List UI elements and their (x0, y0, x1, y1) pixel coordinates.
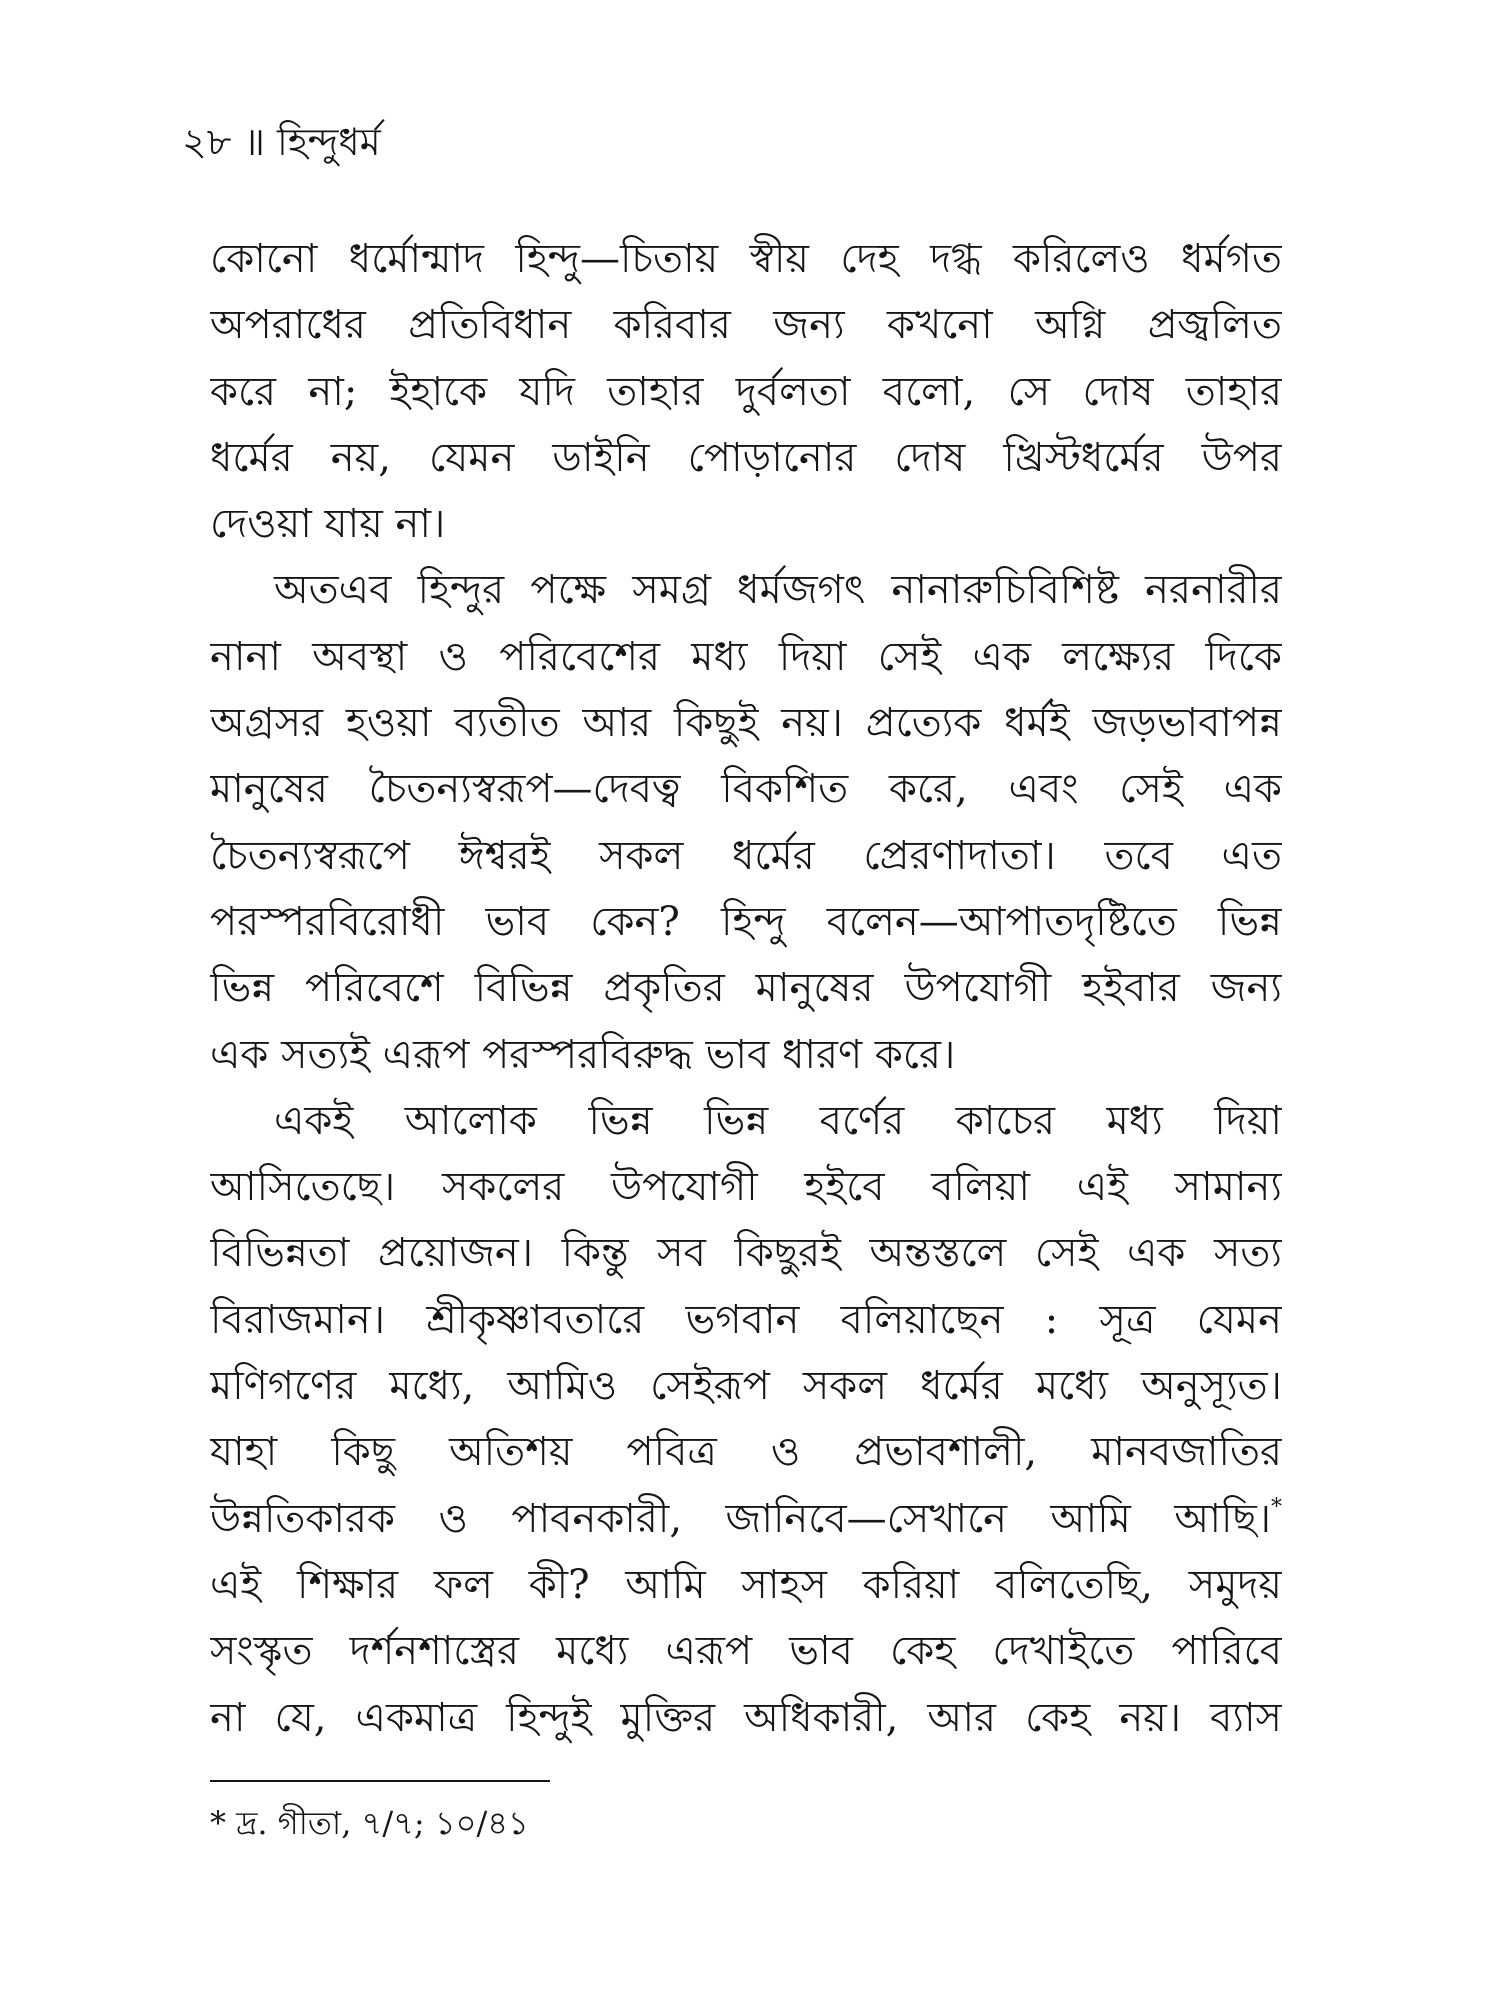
text-line: যাহা কিছু অতিশয় পবিত্র ও প্রভাবশালী, মানবজাতির (210, 1429, 1282, 1476)
text-line: পরস্পরবিরোধী ভাব কেন? হিন্দু বলেন—আপাতদৃষ্টিতে ভিন্ন (210, 898, 1282, 945)
text-line: বিরাজমান। শ্রীকৃষ্ণাবতারে ভগবান বলিয়াছেন : সূত্র যেমন (210, 1296, 1282, 1343)
running-head: ২৮ ॥ হিন্দুধর্ম (182, 120, 381, 164)
footnote-marker: * (1271, 1494, 1282, 1520)
text-line: মানুষের চৈতন্যস্বরূপ—দেবত্ব বিকশিত করে, এবং সেই এক (210, 766, 1282, 813)
text-line: অতএব হিন্দুর পক্ষে সমগ্র ধর্মজগৎ নানারুচিবিশিষ্ট নরনারীর (274, 567, 1282, 614)
text-line: কোনো ধর্মোন্মাদ হিন্দু—চিতায় স্বীয় দেহ দগ্ধ করিলেও ধর্মগত (210, 236, 1282, 282)
paragraph-2 (210, 557, 1282, 1087)
text-line-with-footnote (210, 1486, 1282, 1552)
text-line: করে না; ইহাকে যদি তাহার দুর্বলতা বলো, সে দোষ তাহার (210, 368, 1282, 415)
text-line: এক সত্যই এরূপ পরস্পরবিরুদ্ধ ভাব ধারণ করে। (210, 1031, 956, 1078)
text-line: নানা অবস্থা ও পরিবেশের মধ্য দিয়া সেই এক লক্ষ্যের দিকে (210, 633, 1282, 680)
footnote: * দ্র. গীতা, ৭/৭; ১০/৪১ (210, 1804, 529, 1842)
text-line: একই আলোক ভিন্ন ভিন্ন বর্ণের কাচের মধ্য দিয়া (274, 1097, 1282, 1144)
text-line: ভিন্ন পরিবেশে বিভিন্ন প্রকৃতির মানুষের উপযোগী হইবার জন্য (210, 965, 1282, 1012)
footnote-divider (210, 1780, 550, 1782)
text-line: আসিতেছে। সকলের উপযোগী হইবে বলিয়া এই সামান্য (210, 1164, 1282, 1211)
text-line: এই শিক্ষার ফল কী? আমি সাহস করিয়া বলিতেছি, সমুদয় (210, 1561, 1282, 1608)
text-line: ধর্মের নয়, যেমন ডাইনি পোড়ানোর দোষ খ্রিস্টধর্মের উপর (210, 434, 1282, 481)
text-line: বিভিন্নতা প্রয়োজন। কিন্তু সব কিছুরই অন্তস্তলে সেই এক সত্য (210, 1230, 1282, 1277)
text-line-content: উন্নতিকারক ও পাবনকারী, জানিবে—সেখানে আমি আছি। (210, 1495, 1271, 1542)
text-line: মণিগণের মধ্যে, আমিও সেইরূপ সকল ধর্মের মধ্যে অনুস্যূত। (210, 1363, 1282, 1410)
text-line: অপরাধের প্রতিবিধান করিবার জন্য কখনো অগ্নি প্রজ্বলিত (210, 302, 1282, 349)
text-line: দেওয়া যায় না। (210, 501, 446, 548)
body-text (210, 226, 1282, 1751)
paragraph-3 (210, 1088, 1282, 1751)
paragraph-1 (210, 226, 1282, 557)
text-line: না যে, একমাত্র হিন্দুই মুক্তির অধিকারী, আর কেহ নয়। ব্যাস (210, 1694, 1282, 1741)
text-line: সংস্কৃত দর্শনশাস্ত্রের মধ্যে এরূপ ভাব কেহ দেখাইতে পারিবে (210, 1628, 1282, 1675)
text-line: চৈতন্যস্বরূপে ঈশ্বরই সকল ধর্মের প্রেরণাদাতা। তবে এত (210, 832, 1282, 879)
text-line: অগ্রসর হওয়া ব্যতীত আর কিছুই নয়। প্রত্যেক ধর্মই জড়ভাবাপন্ন (210, 700, 1282, 747)
